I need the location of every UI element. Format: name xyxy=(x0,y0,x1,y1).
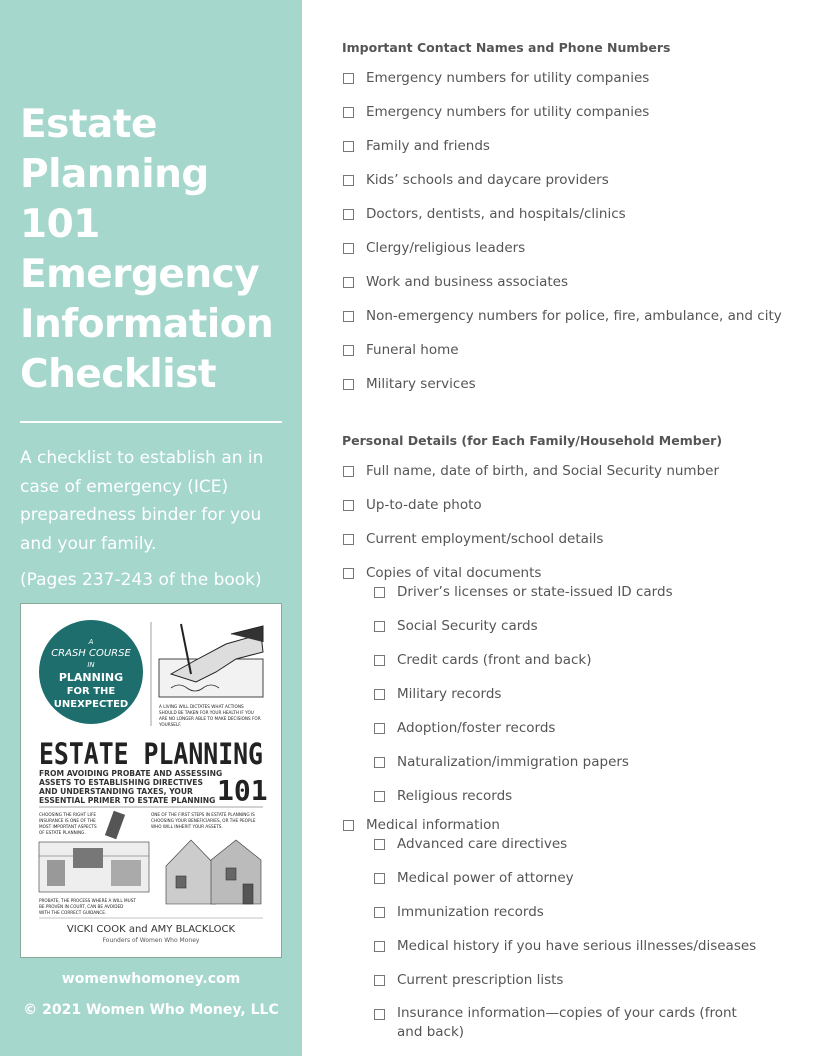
caption-line: CHOOSING THE RIGHT LIFE xyxy=(39,812,96,817)
caption-line: BE PROVEN IN COURT, CAN BE AVOIDED xyxy=(39,904,124,909)
office-illustration xyxy=(39,842,149,892)
checklist-item[interactable]: Current employment/school details xyxy=(342,529,603,549)
checkbox[interactable] xyxy=(374,873,385,884)
checklist-item[interactable]: Emergency numbers for utility companies xyxy=(342,68,649,88)
checklist-item[interactable]: Up-to-date photo xyxy=(342,495,482,515)
caption-line: PROBATE, THE PROCESS WHERE A WILL MUST xyxy=(39,898,136,903)
checklist-subitem[interactable]: Military records xyxy=(373,684,501,704)
checkbox[interactable] xyxy=(343,175,354,186)
checkbox[interactable] xyxy=(343,345,354,356)
checklist-subitem[interactable]: Medical power of attorney xyxy=(373,868,574,888)
checkbox[interactable] xyxy=(374,907,385,918)
checklist-subitem[interactable]: Naturalization/immigration papers xyxy=(373,752,629,772)
tagline-line: FROM AVOIDING PROBATE AND ASSESSING xyxy=(39,769,223,778)
badge-line: UNEXPECTED xyxy=(53,699,129,710)
checkbox[interactable] xyxy=(343,568,354,579)
badge-line: PLANNING xyxy=(58,671,124,684)
checkbox[interactable] xyxy=(343,107,354,118)
checklist-subitem[interactable]: Advanced care directives xyxy=(373,834,567,854)
checkbox[interactable] xyxy=(374,1009,385,1020)
checklist-subitem[interactable]: Immunization records xyxy=(373,902,544,922)
checkbox[interactable] xyxy=(343,277,354,288)
badge-line: FOR THE xyxy=(66,686,116,697)
badge-line: CRASH COURSE xyxy=(51,648,131,659)
checkbox[interactable] xyxy=(343,820,354,831)
checkbox[interactable] xyxy=(374,655,385,666)
badge-line: IN xyxy=(87,661,95,669)
checkbox[interactable] xyxy=(374,757,385,768)
checklist-subitem[interactable]: Religious records xyxy=(373,786,512,806)
checklist-item[interactable]: Kids’ schools and daycare providers xyxy=(342,170,609,190)
checkbox[interactable] xyxy=(343,500,354,511)
tagline-line: AND UNDERSTANDING TAXES, YOUR xyxy=(39,787,193,796)
tagline-line: ESSENTIAL PRIMER TO ESTATE PLANNING xyxy=(39,796,216,805)
checkbox[interactable] xyxy=(374,587,385,598)
checklist-item[interactable]: Emergency numbers for utility companies xyxy=(342,102,649,122)
checkbox[interactable] xyxy=(374,941,385,952)
caption-line: WHO WILL INHERIT YOUR ASSETS. xyxy=(151,824,223,829)
section-heading-contacts: Important Contact Names and Phone Numbers xyxy=(342,40,671,55)
checklist-item[interactable]: Funeral home xyxy=(342,340,459,360)
house-illustration xyxy=(166,840,261,904)
checklist-item[interactable]: Family and friends xyxy=(342,136,490,156)
checklist-subitem[interactable]: Credit cards (front and back) xyxy=(373,650,592,670)
checkbox[interactable] xyxy=(374,689,385,700)
caption-line: ONE OF THE FIRST STEPS IN ESTATE PLANNING IS xyxy=(151,812,255,817)
checkbox[interactable] xyxy=(374,723,385,734)
caption-line: WITH THE CORRECT GUIDANCE. xyxy=(39,910,107,915)
book-number: 101 xyxy=(217,774,268,807)
caption-line: A LIVING WILL DICTATES WHAT ACTIONS xyxy=(159,704,244,709)
signing-hand-illustration xyxy=(159,624,263,697)
book-cover xyxy=(20,603,282,958)
badge-line: A xyxy=(88,638,94,646)
pen-illustration xyxy=(105,811,125,840)
website-link[interactable]: womenwhomoney.com xyxy=(61,971,241,987)
checkbox[interactable] xyxy=(343,379,354,390)
checkbox[interactable] xyxy=(374,975,385,986)
checklist-subitem[interactable]: Current prescription lists xyxy=(373,970,563,990)
checklist-item[interactable]: Military services xyxy=(342,374,476,394)
checklist-subitem[interactable]: Adoption/foster records xyxy=(373,718,555,738)
pages-note: (Pages 237-243 of the book) xyxy=(20,570,262,590)
subtitle: A checklist to establish an in case of emergency (ICE) preparedness binder for you and your family. xyxy=(20,448,264,554)
divider xyxy=(20,421,282,423)
checkbox[interactable] xyxy=(343,243,354,254)
checklist-item[interactable]: Copies of vital documents xyxy=(342,563,541,583)
checkbox[interactable] xyxy=(343,73,354,84)
checkbox[interactable] xyxy=(343,534,354,545)
caption-line: CHOOSING YOUR BENEFICIARIES, OR THE PEOPLE xyxy=(151,818,256,823)
checklist-item[interactable]: Medical information xyxy=(342,815,500,835)
checkbox[interactable] xyxy=(374,791,385,802)
checkbox[interactable] xyxy=(343,466,354,477)
copyright: © 2021 Women Who Money, LLC xyxy=(23,1002,279,1018)
section-heading-personal: Personal Details (for Each Family/Household Member) xyxy=(342,433,723,448)
checkbox[interactable] xyxy=(343,209,354,220)
checklist-item[interactable]: Full name, date of birth, and Social Security number xyxy=(342,461,719,481)
checkbox[interactable] xyxy=(374,621,385,632)
checklist-item[interactable]: Non-emergency numbers for police, fire, ambulance, and city xyxy=(342,306,782,326)
caption-line: INSURANCE IS ONE OF THE xyxy=(39,818,96,823)
caption-line: SHOULD BE TAKEN FOR YOUR HEALTH IF YOU xyxy=(159,710,254,715)
checklist-subitem[interactable]: Insurance information—copies of your cards (front and back) xyxy=(373,1004,757,1044)
caption-line: MOST IMPORTANT ASPECTS xyxy=(39,824,97,829)
book-authors: VICKI COOK and AMY BLACKLOCK xyxy=(66,924,236,935)
sidebar xyxy=(0,0,302,1056)
caption-line: YOURSELF. xyxy=(159,722,182,727)
page-title: Estate Planning 101 Emergency Information Checklist xyxy=(20,102,274,397)
book-authors-sub: Founders of Women Who Money xyxy=(102,937,200,944)
checkbox[interactable] xyxy=(343,311,354,322)
book-cover-art xyxy=(21,604,281,957)
checklist-subitem[interactable]: Medical history if you have serious illnesses/diseases xyxy=(373,936,756,956)
caption-line: ARE NO LONGER ABLE TO MAKE DECISIONS FOR xyxy=(159,716,261,721)
tagline-line: ASSETS TO ESTABLISHING DIRECTIVES xyxy=(39,778,203,787)
checkbox[interactable] xyxy=(374,839,385,850)
book-title: ESTATE PLANNING xyxy=(39,737,263,771)
checklist-item[interactable]: Doctors, dentists, and hospitals/clinics xyxy=(342,204,626,224)
checklist-subitem[interactable]: Driver’s licenses or state-issued ID cards xyxy=(373,582,673,602)
caption-line: OF ESTATE PLANNING. xyxy=(39,830,86,835)
checklist-item[interactable]: Work and business associates xyxy=(342,272,568,292)
checklist-subitem[interactable]: Social Security cards xyxy=(373,616,538,636)
checklist-item[interactable]: Clergy/religious leaders xyxy=(342,238,525,258)
checkbox[interactable] xyxy=(343,141,354,152)
